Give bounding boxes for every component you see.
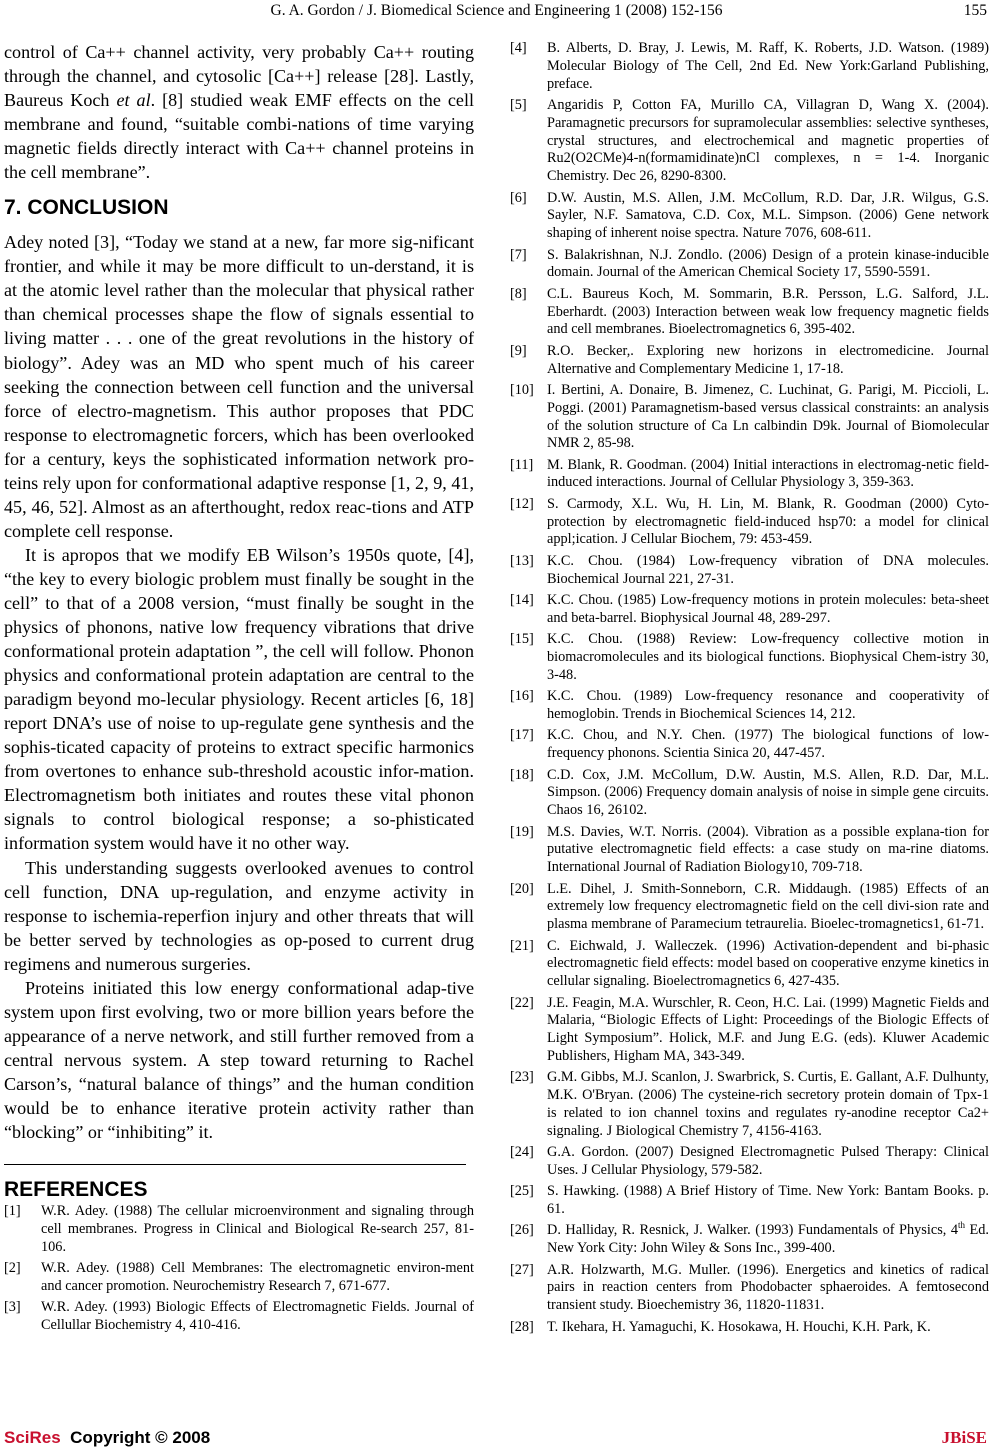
reference-number: [10] <box>510 381 534 398</box>
reference-number: [28] <box>510 1318 534 1335</box>
reference-number: [12] <box>510 495 534 512</box>
reference-number: [20] <box>510 880 534 897</box>
reference-item <box>510 382 989 453</box>
reference-text: L.E. Dihel, J. Smith-Sonneborn, C.R. Middaugh. (1985) Effects of an extremely low frequency electromagnetic field on the cell divi-sion rate and plasma membrane of Paramecium tetraurelia. Bioelec-tromagnetics1, 61-71. <box>547 880 989 933</box>
reference-text: W.R. Adey. (1993) Biologic Effects of Electromagnetic Fields. Journal of Cellullar Biochemistry 4, 410-416. <box>41 1299 474 1334</box>
reference-text: W.R. Adey. (1988) Cell Membranes: The electromagnetic environ-ment and cancer promotion. Neurochemistry Research 7, 671-677. <box>41 1260 474 1294</box>
reference-text: T. Ikehara, H. Yamaguchi, K. Hosokawa, H. Houchi, K.H. Park, K. <box>547 1318 931 1335</box>
reference-item <box>510 1222 989 1258</box>
reference-number: [9] <box>510 342 527 359</box>
reference-item <box>510 881 989 934</box>
reference-item <box>510 1144 989 1180</box>
reference-number: [19] <box>510 823 534 840</box>
reference-item <box>510 496 989 549</box>
conclusion-paragraph: Proteins initiated this low energy conformational adap-tive system upon first evolving, two or more billion years before the appearance of a nerve network, and still further removed from a central nervous system. A step toward returning to Rachel Carson’s, “natural balance of things” and the human condition would be to enhance iterative protein activity rather than “blocking” or “inhibiting” it. <box>4 977 474 1143</box>
reference-item <box>510 592 989 628</box>
reference-number: [2] <box>4 1260 21 1277</box>
reference-item <box>510 1069 989 1140</box>
conclusion-heading: 7. CONCLUSION <box>4 196 169 220</box>
reference-text: K.C. Chou. (1984) Low-frequency vibration of DNA molecules. Biochemical Journal 221, 27-31. <box>547 552 989 587</box>
footer-copyright: SciRes Copyright © 2008 <box>4 1428 211 1447</box>
page-number: 155 <box>963 2 987 19</box>
conclusion-paragraph: It is apropos that we modify EB Wilson’s 1950s quote, [4], “the key to every biologic problem must finally be sought in the cell” to that of a 2008 version, “must finally be sought in the physics of phonons, native low frequency vibrations that drive conformational protein adaptation ”, the cell will follow. Phonon physics and conformational protein adaptation are central to the paradigm beyond mo-lecular physiology. Recent articles [6, 18] report DNA’s use of noise to up-regulate gene synthesis and the sophis-ticated capacity of proteins to extract specific harmonics from overtones to enhance sub-threshold acoustic infor-mation. Electromagnetism both initiates and routes these vital phonon signals to control biological response; a so-phisticated information system would have it no other way. <box>4 544 474 854</box>
reference-text: B. Alberts, D. Bray, J. Lewis, M. Raff, K. Roberts, J.D. Watson. (1989) Molecular Biology of The Cell, 2nd Ed. New York:Garland Publishing, preface. <box>547 40 989 92</box>
reference-number: [24] <box>510 1144 534 1161</box>
reference-text: G.A. Gordon. (2007) Designed Electromagnetic Pulsed Therapy: Clinical Uses. J Cellular Physiology, 579-582. <box>547 1144 989 1178</box>
intro-paragraph: control of Ca++ channel activity, very probably Ca++ routing through the channel, and cytosolic [Ca++] release [28]. Lastly, Baureus Koch et al. [8] studied weak EMF effects on the cell membrane and found, “suitable combi-nations of time varying magnetic fields directly interact with Ca++ channel proteins in the cell membrane”. <box>4 42 474 183</box>
reference-item <box>510 938 989 991</box>
reference-item <box>510 40 989 93</box>
reference-item <box>510 631 989 684</box>
reference-item <box>510 553 989 589</box>
reference-text: K.C. Chou, and N.Y. Chen. (1977) The biological functions of low-frequency phonons. Scientia Sinica 20, 447-457. <box>547 727 989 762</box>
reference-number: [6] <box>510 189 527 206</box>
running-header <box>0 2 993 28</box>
reference-text: S. Carmody, X.L. Wu, H. Lin, M. Blank, R. Goodman (2000) Cyto-protection by electromagnetic field-induced hsp70: a model for clinical appl;ication. J Cellular Biochem, 79: 453-459. <box>547 495 989 548</box>
reference-number: [5] <box>510 96 527 113</box>
reference-item <box>4 1260 474 1296</box>
reference-number: [17] <box>510 727 534 744</box>
reference-item <box>510 767 989 820</box>
reference-item <box>510 688 989 724</box>
reference-number: [21] <box>510 937 534 954</box>
left-column <box>4 40 474 1338</box>
reference-item <box>510 247 989 283</box>
reference-number: [25] <box>510 1183 534 1200</box>
reference-text: C.L. Baureus Koch, M. Sommarin, B.R. Persson, L.G. Salford, J.L. Eberhardt. (2003) Interaction between weak low frequency magnetic fields and cell membranes. Bioelectromagnetics 6, 395-402. <box>547 285 989 338</box>
reference-item <box>4 1203 474 1256</box>
reference-text: D.W. Austin, M.S. Allen, J.M. McCollum, R.D. Dar, J.R. Wilgus, G.S. Sayler, N.F. Samatova, C.D. Cox, M.L. Simpson. (2006) Gene network shaping of inherent noise spectra. Nature 7076, 608-611. <box>547 189 989 242</box>
reference-number: [13] <box>510 552 534 569</box>
reference-number: [15] <box>510 631 534 648</box>
reference-text: K.C. Chou. (1985) Low-frequency motions in protein molecules: beta-sheet and beta-barrel. Biophysical Journal 48, 289-297. <box>547 592 989 626</box>
reference-number: [4] <box>510 40 527 56</box>
reference-number: [27] <box>510 1261 534 1278</box>
reference-item <box>510 457 989 493</box>
reference-text: D. Halliday, R. Resnick, J. Walker. (1993) Fundamentals of Physics, 4th Ed. New York City: John Wiley & Sons Inc., 399-400. <box>547 1220 990 1257</box>
right-column-references <box>510 40 989 1340</box>
reference-number: [22] <box>510 994 534 1011</box>
reference-text: K.C. Chou. (1989) Low-frequency resonance and cooperativity of hemoglobin. Trends in Biochemical Sciences 14, 212. <box>547 688 989 723</box>
reference-text: K.C. Chou. (1988) Review: Low-frequency collective motion in biomacromolecules and its biological functions. Biophysical Chem-istry 30, 3-48. <box>547 631 989 683</box>
reference-number: [16] <box>510 688 534 705</box>
reference-text: G.M. Gibbs, M.J. Scanlon, J. Swarbrick, S. Curtis, E. Gallant, A.F. Dulhunty, M.K. O'Bryan. (2006) The cysteine-rich secretory protein domain of Tpx-1 is related to ion channel toxins and regulates ry-anodine receptor Ca2+ signaling. J Biological Chemistry 7, 4156-4163. <box>547 1069 989 1139</box>
reference-text: S. Hawking. (1988) A Brief History of Time. New York: Bantam Books. p. 61. <box>547 1183 989 1218</box>
reference-number: [8] <box>510 285 527 302</box>
reference-item <box>4 1299 474 1335</box>
reference-text: Angaridis P, Cotton FA, Murillo CA, Villagran D, Wang X. (2004). Paramagnetic precursors for supramolecular assemblies: selective syntheses, crystal structures, and electrochemical and magnetic properties of Ru2(O2CMe)4-n(formamidinate)nCl complexes, n = 1-4. Inorganic Chemistry. Dec 26, 8290-8300. <box>547 96 989 185</box>
reference-item <box>510 190 989 243</box>
reference-item <box>510 1262 989 1315</box>
reference-number: [18] <box>510 766 534 783</box>
reference-item <box>510 343 989 379</box>
reference-text: C.D. Cox, J.M. McCollum, D.W. Austin, M.S. Allen, R.D. Dar, M.L. Simpson. (2006) Frequency domain analysis of noise in simple gene circuits. Chaos 16, 26102. <box>547 766 989 819</box>
reference-item <box>510 1183 989 1219</box>
reference-text: S. Balakrishnan, N.J. Zondlo. (2006) Design of a protein kinase-inducible domain. Journal of the American Chemical Society 17, 5590-5591. <box>547 246 989 281</box>
reference-item <box>510 97 989 186</box>
conclusion-paragraph: Adey noted [3], “Today we stand at a new, far more sig-nificant frontier, and while it may be more difficult to un-derstand, it is at the atomic level rather than the molecular that physical rather than chemical processes shape the flow of signals essential to living matter . . . one of the great revolutions in the history of biology”. Adey was an MD who spent much of his career seeking the connection between cell function and the universal force of electro-magnetism. This author proposes that PDC response to electromagnetic forcers, which has been overlooked for a century, keys the sophisticated information network pro-teins rely upon for conformational adaptive response [1, 2, 9, 41, 45, 46, 52]. Almost as an afterthought, redox reac-tions and ATP complete cell response. <box>4 232 474 541</box>
reference-item <box>510 995 989 1066</box>
reference-number: [23] <box>510 1069 534 1086</box>
reference-text: W.R. Adey. (1988) The cellular microenvironment and signaling through cell membranes. Progress in Clinical and Biological Re-search 257, 81-106. <box>41 1203 474 1255</box>
reference-text: A.R. Holzwarth, M.G. Muller. (1996). Energetics and kinetics of radical pairs in reaction centers from Phodobacter sphaeroides. A femtosecond transient study. Bioechemistry 36, 11820-11831. <box>547 1261 989 1314</box>
reference-text: C. Eichwald, J. Walleczek. (1996) Activation-dependent and bi-phasic electromagnetic field effects: model based on cooperative enzyme kinetics in cellular signaling. Bioelectromagnetics 6, 427-435. <box>547 937 989 990</box>
reference-number: [26] <box>510 1222 534 1239</box>
section-divider <box>4 1164 466 1165</box>
reference-number: [11] <box>510 456 534 473</box>
reference-text: J.E. Feagin, M.A. Wurschler, R. Ceon, H.C. Lai. (1999) Magnetic Fields and Malaria, “Biologic Effects of Light: Proceedings of the Biologic Effects of Light Symposium”. Holick, M.F. and Jung E.G. (eds). Kluwer Academic Publishers, Higham MA, 343-349. <box>547 994 989 1064</box>
reference-text: I. Bertini, A. Donaire, B. Jimenez, C. Luchinat, G. Parigi, M. Piccioli, L. Poggi. (2001) Paramagnetism-based versus classical constraints: an analysis of the solution structure of Ca Ln calbindin D9k. Journal of Biomolecular NMR 2, 85-98. <box>547 381 989 452</box>
reference-item <box>510 286 989 339</box>
reference-number: [3] <box>4 1299 21 1316</box>
references-heading: REFERENCES <box>4 1178 148 1202</box>
running-title: G. A. Gordon / J. Biomedical Science and Engineering 1 (2008) 152-156 <box>270 2 723 19</box>
reference-text: M.S. Davies, W.T. Norris. (2004). Vibration as a possible explana-tion for putative electromagnetic field effects: a case study on ma-rine diatoms. International Journal of Radiation Biology10, 709-718. <box>547 823 989 876</box>
journal-logo: JBiSE <box>941 1428 987 1447</box>
reference-item <box>510 727 989 763</box>
reference-text: M. Blank, R. Goodman. (2004) Initial interactions in electromag-netic field-induced interactions. Journal of Cellular Physiology 3, 359-363. <box>547 456 989 491</box>
reference-item <box>510 824 989 877</box>
conclusion-paragraph: This understanding suggests overlooked avenues to control cell function, DNA up-regulation, and enzyme activity in response to ischemia-reperfion injury and other threats that will be better served by technologies as op-posed to current drug regimens and numerous surgeries. <box>4 857 474 974</box>
reference-item <box>510 1319 989 1337</box>
reference-number: [14] <box>510 592 534 609</box>
publisher-logo: SciRes <box>4 1428 61 1447</box>
page-footer <box>0 1428 993 1450</box>
reference-number: [7] <box>510 246 527 263</box>
reference-number: [1] <box>4 1203 21 1220</box>
reference-text: R.O. Becker,. Exploring new horizons in electromedicine. Journal Alternative and Complementary Medicine 1, 17-18. <box>547 342 989 377</box>
